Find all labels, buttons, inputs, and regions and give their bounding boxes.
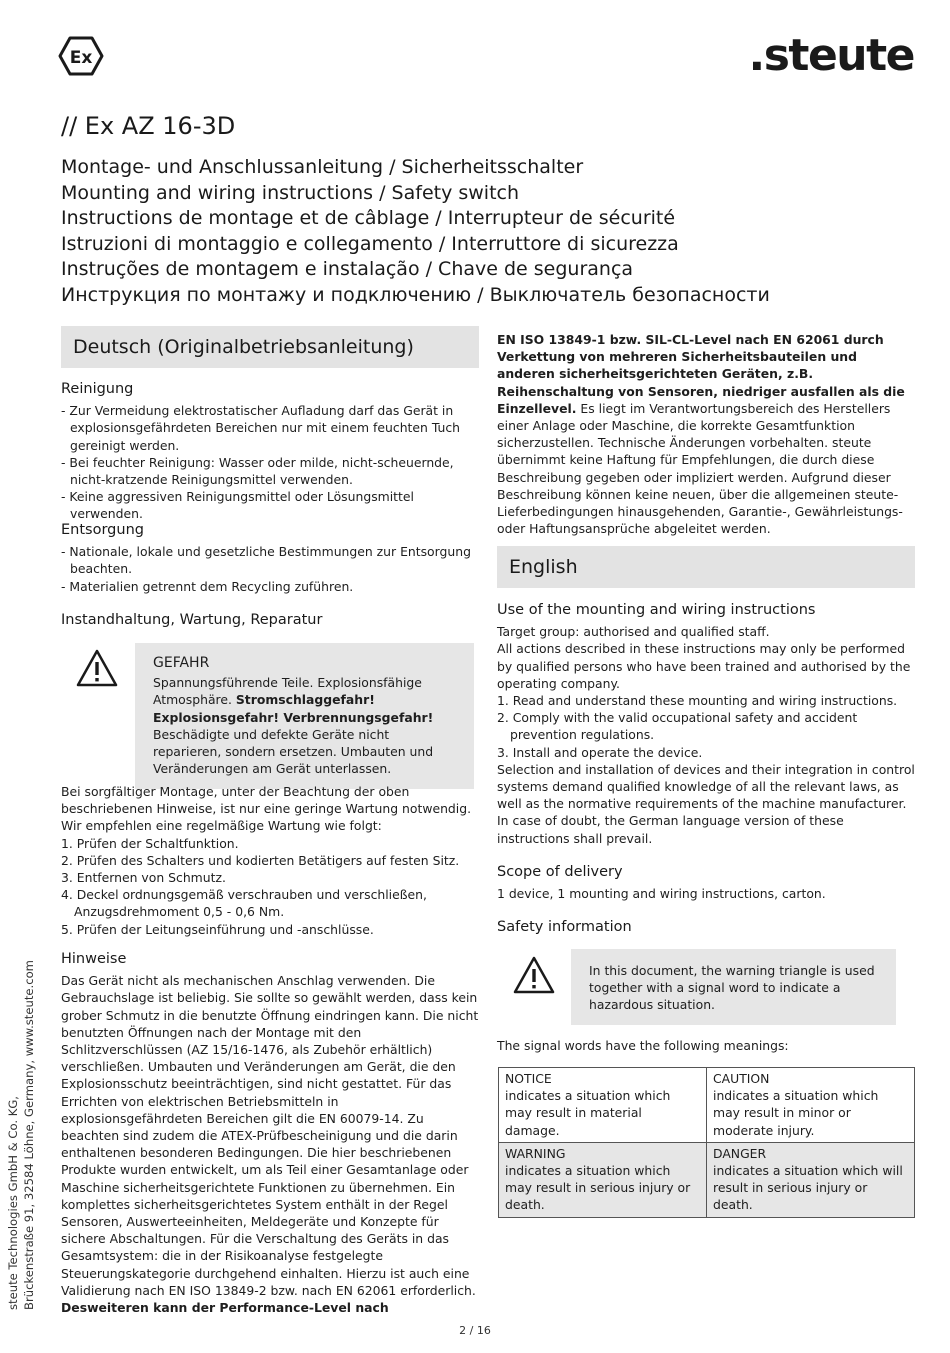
list-item: 2. Prüfen des Schalters und kodierten Betätigers auf festen Sitz. — [61, 852, 460, 868]
brand-logo: .steute — [748, 30, 914, 81]
warning-triangle-icon — [75, 648, 119, 692]
scope-heading: Scope of delivery — [497, 864, 623, 880]
section-header-english: English — [497, 546, 915, 588]
table-cell — [707, 1068, 915, 1143]
use-section — [497, 602, 917, 847]
table-cell — [499, 1142, 707, 1217]
signal-words-table-wrap — [498, 1067, 915, 1218]
warning-triangle-icon — [512, 955, 556, 999]
disposal-heading: Entsorgung — [61, 522, 144, 538]
notes-text — [61, 972, 481, 1316]
company-address-vertical — [5, 960, 37, 1310]
signal-intro: The signal words have the following meanings: — [497, 1038, 789, 1053]
list-item: - Bei feuchter Reinigung: Wasser oder milde, nicht-scheuernde, nicht-kratzende Reinigungsmittel verwenden. — [61, 454, 454, 488]
subtitle-ru: Инструкция по монтажу и подключению / Выключатель безопасности — [61, 283, 770, 306]
signal-word-danger: DANGER — [713, 1145, 767, 1161]
danger-box — [135, 643, 474, 789]
page-number: 2 / 16 — [459, 1324, 491, 1337]
signal-desc: indicates a situation which may result in minor or moderate injury. — [713, 1088, 879, 1138]
list-item: 3. Entfernen von Schmutz. — [61, 870, 226, 886]
cleaning-heading: Reinigung — [61, 381, 134, 397]
notes-text-part: Das Gerät nicht als mechanischen Anschlag verwenden. Die Gebrauchslage ist beliebig. Sie sollte so gewählt werden, dass kein grober Schmutz in die benutzte Öffnung eindringen kann. Die nicht benutzten Öffnungen nach der Montage mit den Schlitzverschlüssen (AZ 15/16-1476, als Zubehör erhältlich) verschließen. Umbauten und Veränderungen am Gerät, die den Explosionsschutz beeinträchtigen, sind nicht gestattet. Für das Errichten von elektrischen Betriebsmitteln in explosionsgefährdeten Bereichen gilt die EN 60079-14. Zu beachten sind zudem die ATEX-Prüfbescheinigung und die darin enthaltenen besonderen Bedingungen. Die hier beschriebenen Produkte wurden entwickelt, um als Teil einer Gesamtanlage oder Maschine sicherheitsgerichtete Funktionen zu übernehmen. Ein komplettes sicherheitsgerichtetes System enthält in der Regel Sensoren, Auswerteeinheiten, Meldegeräte und Konzepte für sichere Abschaltungen. Für die Verschaltung des Geräts in das Gesamtsystem: die in der Risikoanalyse festgelegte Steuerungskategorie durchgehend einhalten. Hierzu ist auch eine Validierung nach EN ISO 13849-2 bzw. nach EN 62061 erforderlich. — [61, 973, 479, 1298]
cleaning-section — [61, 381, 481, 523]
danger-text — [153, 674, 456, 777]
subtitle-pt: Instruções de montagem e instalação / Chave de segurança — [61, 258, 634, 281]
safety-heading-wrap — [497, 919, 917, 936]
danger-signal-word: GEFAHR — [153, 655, 210, 671]
de-continued-text — [497, 331, 917, 537]
signal-desc: indicates a situation which may result in material damage. — [505, 1088, 671, 1138]
continued-text: Es liegt im Verantwortungsbereich des Herstellers einer Anlage oder Maschine, die korrekte Gesamtfunktion sicherzustellen. Technische Änderungen vorbehalten. steute übernimmt keine Haftung für Empfehlungen, die durch diese Beschreibung gegeben oder impliziert werden. Aufgrund dieser Beschreibung können keine neuen, über die allgemeinen steute-Lieferbedingungen hinausgehenden, Garantie-, Gewährleistungs- oder Haftungsansprüche abgeleitet werden. — [497, 400, 903, 537]
list-item: 2. Comply with the valid occupational safety and accident prevention regulations. — [497, 710, 858, 743]
scope-text: 1 device, 1 mounting and wiring instructions, carton. — [497, 886, 826, 902]
ex-logo-text: Ex — [69, 48, 93, 68]
signal-desc: indicates a situation which may result in serious injury or death. — [505, 1163, 691, 1213]
use-after: In case of doubt, the German language version of these instructions shall prevail. — [497, 813, 844, 846]
safety-heading: Safety information — [497, 919, 632, 935]
subtitle-fr: Instructions de montage et de câblage / Interrupteur de sécurité — [61, 207, 676, 230]
use-line: All actions described in these instructions may only be performed by qualified persons who have been trained and authorised by the operating company. — [497, 641, 911, 691]
subtitle-it: Istruzioni di montaggio e collegamento / Interruttore di sicurezza — [61, 232, 679, 255]
table-cell — [707, 1142, 915, 1217]
signal-word-warning: WARNING — [505, 1145, 566, 1161]
notes-heading: Hinweise — [61, 951, 127, 967]
list-item: 5. Prüfen der Leitungseinführung und -anschlüsse. — [61, 921, 374, 937]
signal-desc: indicates a situation which will result in serious injury or death. — [713, 1163, 903, 1213]
signal-word-notice: NOTICE — [505, 1071, 552, 1086]
table-row — [499, 1068, 915, 1143]
safety-info-box: In this document, the warning triangle is used together with a signal word to indicate a hazardous situation. — [571, 949, 896, 1025]
signal-word-caution: CAUTION — [713, 1071, 770, 1086]
list-item: - Nationale, lokale und gesetzliche Bestimmungen zur Entsorgung beachten. — [61, 544, 471, 577]
list-item: 1. Read and understand these mounting and wiring instructions. — [497, 693, 898, 709]
danger-text-part: Beschädigte und defekte Geräte nicht reparieren, sondern ersetzen. Umbauten und Veränderungen am Gerät unterlassen. — [153, 726, 434, 777]
list-item: - Materialien getrennt dem Recycling zuführen. — [61, 578, 354, 594]
maintenance-heading-wrap — [61, 612, 481, 629]
danger-text-bold: Stromschlaggefahr! Explosionsgefahr! Verbrennungsgefahr! — [153, 692, 434, 725]
company-address: Brückenstraße 91, 32584 Löhne, Germany, www.steute.com — [22, 960, 36, 1310]
danger-text-part: Spannungsführende Teile. Explosionsfähige Atmosphäre. — [153, 675, 422, 708]
list-item: 1. Prüfen der Schaltfunktion. — [61, 835, 239, 851]
continued-bold: EN ISO 13849-1 bzw. SIL-CL-Level nach EN 62061 durch Verkettung von mehreren Sicherheitsbauteilen und anderen sicherheitsgerichteten Geräten, z.B. Reihenschaltung von Sensoren, niedriger ausfallen als die Einzellevel. — [497, 332, 905, 416]
list-item: 4. Deckel ordnungsgemäß verschrauben und verschließen, Anzugsdrehmoment 0,5 - 0,6 Nm. — [61, 887, 427, 920]
disposal-section — [61, 522, 481, 595]
list-item: - Zur Vermeidung elektrostatischer Aufladung darf das Gerät in explosionsgefährdeten Bereichen nur mit einem feuchten Tuch gereinigt werden. — [61, 403, 461, 453]
notes-section — [61, 951, 481, 1316]
list-item: 3. Install and operate the device. — [497, 744, 703, 760]
subtitle-en: Mounting and wiring instructions / Safety switch — [61, 181, 520, 204]
table-cell — [499, 1068, 707, 1143]
use-heading: Use of the mounting and wiring instructions — [497, 602, 816, 618]
notes-text-bold: Desweiteren kann der Performance-Level nach — [61, 1300, 389, 1316]
table-row — [499, 1142, 915, 1217]
use-after: Selection and installation of devices and their integration in control systems demand qualified knowledge of all the relevant laws, as well as the normative requirements of the machine manufacturer. — [497, 761, 915, 812]
use-line: Target group: authorised and qualified staff. — [497, 624, 770, 640]
list-item: - Keine aggressiven Reinigungsmittel oder Lösungsmittel verwenden. — [61, 489, 414, 522]
maintenance-intro: Bei sorgfältiger Montage, unter der Beachtung der oben beschriebenen Hinweise, ist nur eine geringe Wartung notwendig. Wir empfehlen eine regelmäßige Wartung wie folgt: — [61, 784, 472, 834]
maintenance-body — [61, 783, 481, 938]
company-name: steute Technologies GmbH & Co. KG, — [6, 1096, 20, 1310]
scope-section — [497, 864, 917, 902]
maintenance-heading: Instandhaltung, Wartung, Reparatur — [61, 612, 323, 628]
signal-words-table — [498, 1067, 915, 1218]
section-header-deutsch: Deutsch (Originalbetriebsanleitung) — [61, 326, 479, 368]
subtitle-de: Montage- und Anschlussanleitung / Sicherheitsschalter — [61, 156, 584, 178]
document-title: // Ex AZ 16-3D — [61, 112, 236, 140]
ex-hexagon-logo — [58, 36, 104, 76]
subtitle-block — [61, 155, 770, 309]
